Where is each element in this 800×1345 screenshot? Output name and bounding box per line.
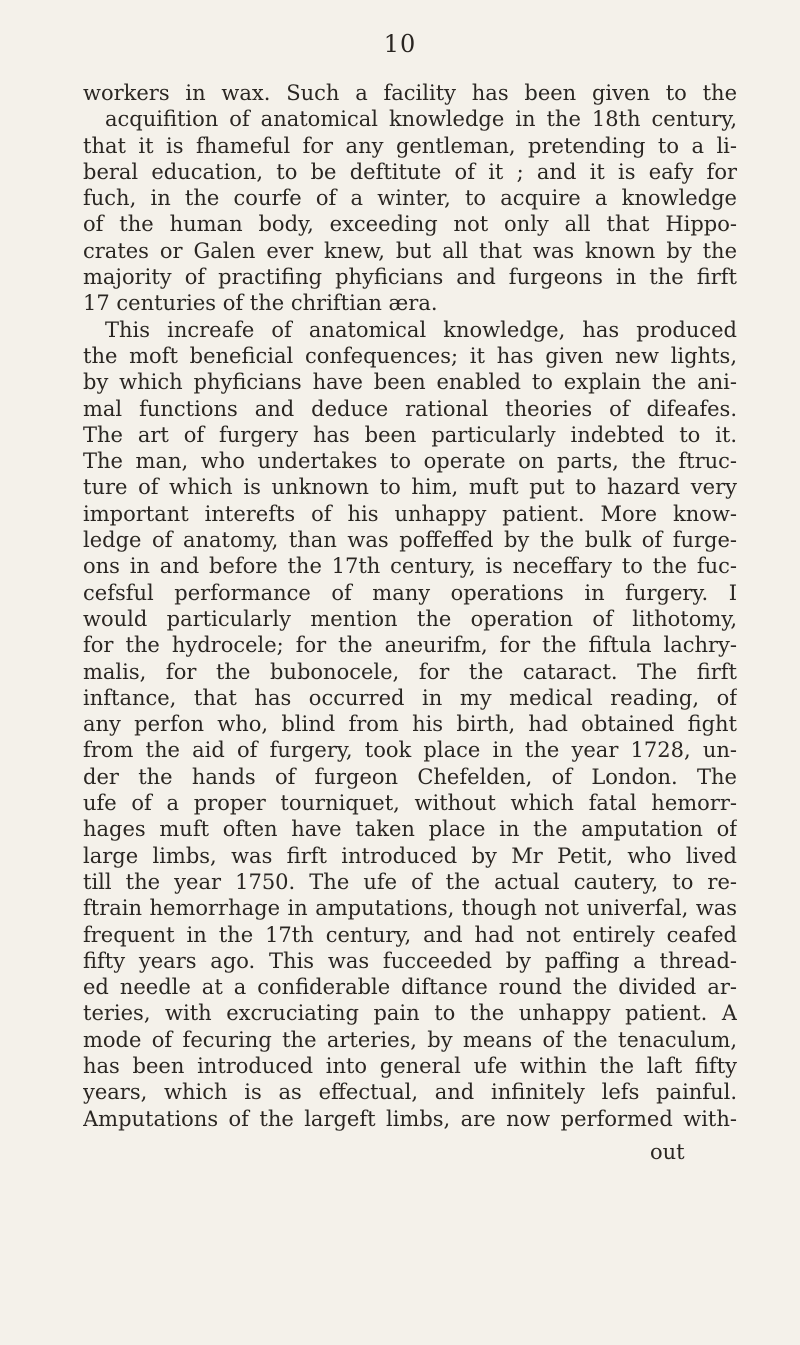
text-line: of the human body, exceeding not only all that Hippo- bbox=[83, 212, 737, 237]
text-line: the moft beneficial confequences; it has given new lights, bbox=[83, 343, 737, 368]
text-line: frequent in the 17th century, and had not entirely ceafed bbox=[83, 922, 737, 947]
page-number: 10 bbox=[383, 30, 417, 58]
catchword: out bbox=[650, 1140, 685, 1164]
text-line: The art of furgery has been particularly indebted to it. bbox=[83, 422, 737, 447]
text-line: mal functions and deduce rational theories of difeafes. bbox=[83, 396, 737, 421]
text-line: ons in and before the 17th century, is neceffary to the fuc- bbox=[83, 554, 737, 579]
text-line: workers in wax. Such a facility has been given to the bbox=[83, 81, 737, 105]
text-line: till the year 1750. The ufe of the actual cautery, to re- bbox=[83, 869, 737, 894]
text-line: acquifition of anatomical knowledge in the 18th century, bbox=[105, 107, 737, 132]
text-line: der the hands of furgeon Chefelden, of London. The bbox=[83, 764, 737, 789]
text-line: Amputations of the largeft limbs, are now performed with- bbox=[83, 1106, 737, 1131]
text-line: that it is fhameful for any gentleman, pretending to a li- bbox=[83, 133, 737, 158]
text-line: majority of practifing phyficians and furgeons in the firft bbox=[83, 265, 737, 290]
text-line: cefsful performance of many operations in furgery. I bbox=[83, 580, 737, 605]
text-line: ufe of a proper tourniquet, without which fatal hemorr- bbox=[83, 791, 737, 816]
text-line: ledge of anatomy, than was poffeffed by the bulk of furge- bbox=[83, 528, 737, 553]
text-line: ftrain hemorrhage in amputations, though not univerfal, was bbox=[83, 896, 737, 921]
text-line: teries, with excruciating pain to the unhappy patient. A bbox=[83, 1001, 737, 1026]
text-line: ed needle at a confiderable diftance round the divided ar- bbox=[83, 975, 737, 1000]
text-line: The man, who undertakes to operate on parts, the ftruc- bbox=[83, 449, 737, 474]
text-line: for the hydrocele; for the aneurifm, for the fiftula lachry- bbox=[83, 633, 737, 658]
text-line: would particularly mention the operation of lithotomy, bbox=[83, 606, 737, 631]
text-line: beral education, to be deftitute of it ; and it is eafy for bbox=[83, 159, 737, 184]
text-line: mode of fecuring the arteries, by means of the tenaculum, bbox=[83, 1027, 737, 1052]
text-line: This increafe of anatomical knowledge, has produced bbox=[105, 317, 737, 342]
text-line: malis, for the bubonocele, for the cataract. The firft bbox=[83, 659, 737, 684]
body-text bbox=[83, 80, 737, 1132]
text-line: has been introduced into general ufe within the laft fifty bbox=[83, 1053, 737, 1078]
text-line: years, which is as effectual, and infinitely lefs painful. bbox=[83, 1080, 737, 1105]
text-line: 17 centuries of the chriftian æra. bbox=[83, 291, 438, 316]
text-line: important interefts of his unhappy patient. More know- bbox=[83, 501, 737, 526]
text-line: crates or Galen ever knew, but all that was known by the bbox=[83, 238, 737, 263]
text-line: any perfon who, blind from his birth, had obtained fight bbox=[83, 712, 737, 737]
text-line: ture of which is unknown to him, muft put to hazard very bbox=[83, 475, 737, 500]
text-line: by which phyficians have been enabled to explain the ani- bbox=[83, 370, 737, 395]
text-line: hages muft often have taken place in the amputation of bbox=[83, 817, 737, 842]
text-line: large limbs, was firft introduced by Mr Petit, who lived bbox=[83, 843, 737, 868]
text-line: fuch, in the courfe of a winter, to acquire a knowledge bbox=[83, 186, 737, 211]
text-line: inftance, that has occurred in my medical reading, of bbox=[83, 685, 737, 710]
text-line: from the aid of furgery, took place in the year 1728, un- bbox=[83, 738, 737, 763]
text-line: fifty years ago. This was fucceeded by paffing a thread- bbox=[83, 948, 737, 973]
